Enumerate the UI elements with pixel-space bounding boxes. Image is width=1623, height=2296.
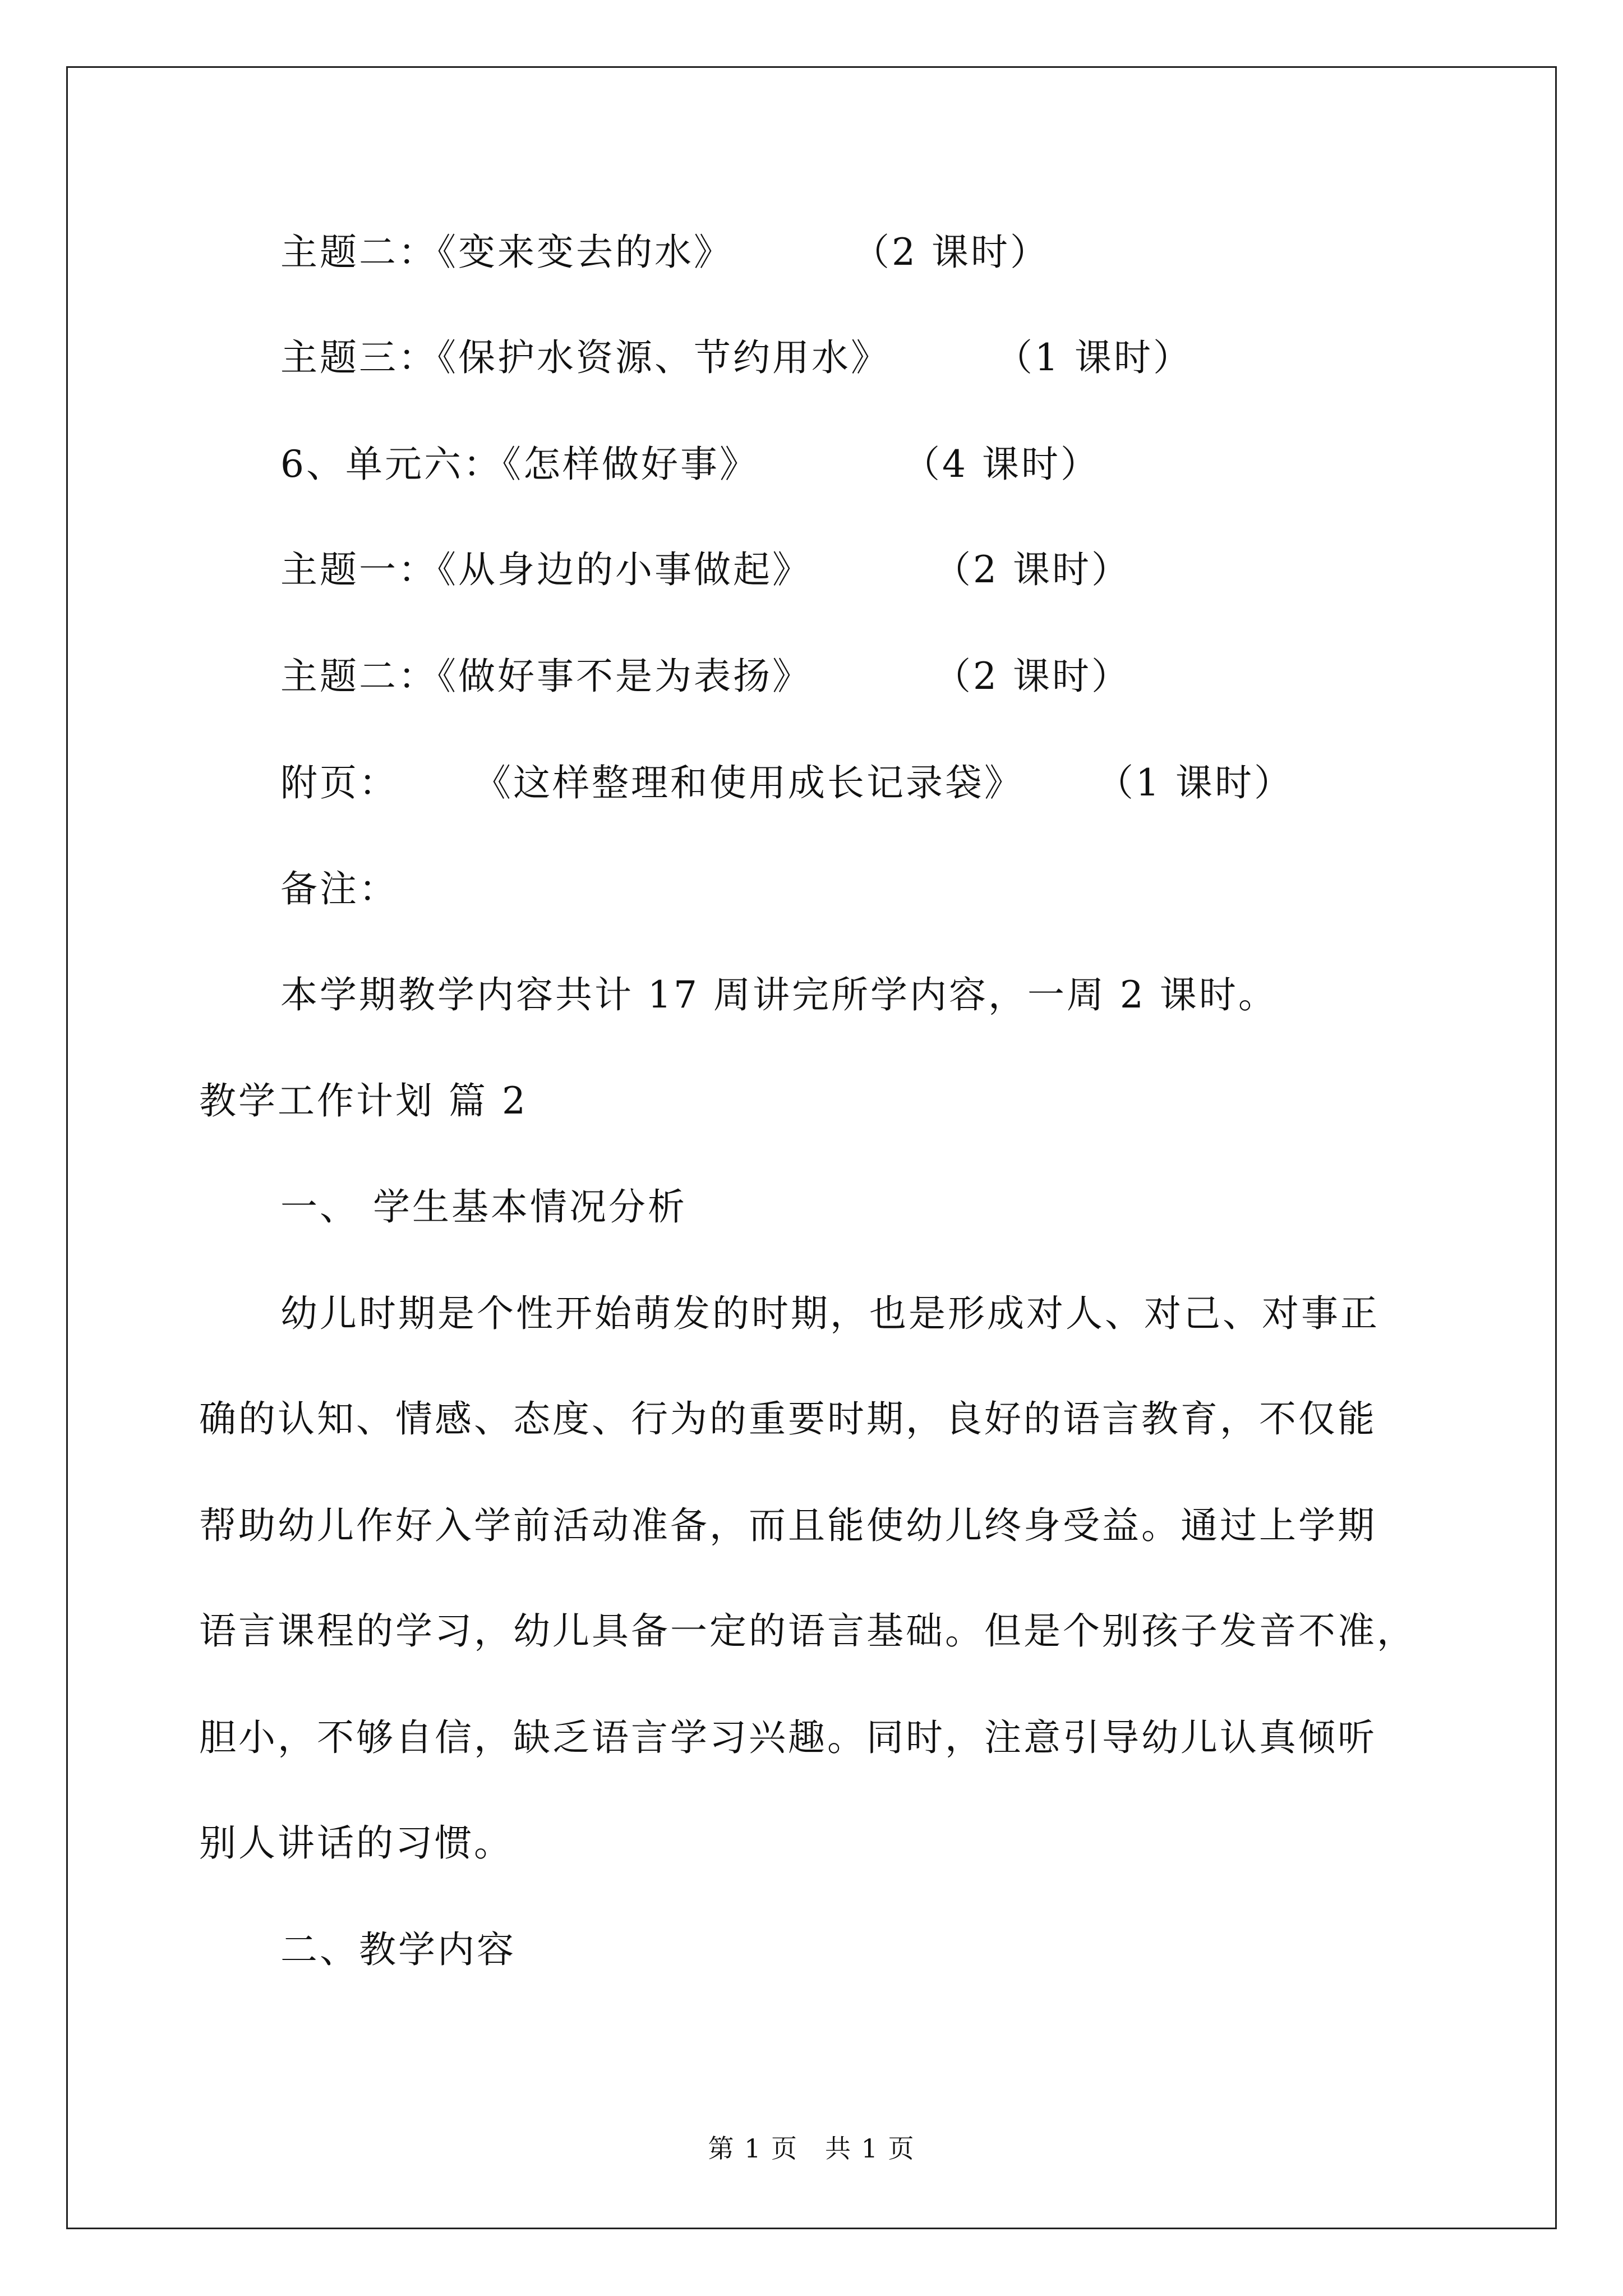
subsection-heading: 一、 学生基本情况分析 [280, 1185, 687, 1228]
paragraph-line: 语言课程的学习，幼儿具备一定的语言基础。但是个别孩子发音不准， [199, 1609, 1416, 1653]
appendix-label: 附页： [280, 761, 398, 804]
topic-hours: （1 课时） [995, 336, 1192, 379]
topic-hours: （2 课时） [934, 655, 1131, 698]
topic-title: 主题二：《变来变去的水》 [280, 231, 733, 274]
note-text: 本学期教学内容共计 17 周讲完所学内容，一周 2 课时。 [280, 973, 1278, 1016]
paragraph-line: 确的认知、情感、态度、行为的重要时期，良好的语言教育，不仅能 [199, 1397, 1377, 1441]
unit-title: 6、单元六：《怎样做好事》 [280, 443, 759, 486]
subsection-heading: 二、教学内容 [280, 1928, 516, 1971]
topic-hours: （2 课时） [934, 548, 1131, 591]
appendix-hours: （1 课时） [1096, 761, 1293, 804]
paragraph-line: 别人讲话的习惯。 [199, 1821, 513, 1865]
paragraph-line: 幼儿时期是个性开始萌发的时期，也是形成对人、对己、对事正 [280, 1292, 1380, 1335]
section-heading: 教学工作计划 篇 2 [199, 1079, 528, 1122]
topic-title: 主题二：《做好事不是为表扬》 [280, 655, 811, 698]
unit-hours: （4 课时） [903, 443, 1100, 486]
page-border [66, 66, 1557, 2229]
appendix-title: 《这样整理和使用成长记录袋》 [474, 761, 1023, 804]
topic-hours: （2 课时） [852, 231, 1049, 274]
topic-title: 主题一：《从身边的小事做起》 [280, 548, 811, 591]
paragraph-line: 帮助幼儿作好入学前活动准备，而且能使幼儿终身受益。通过上学期 [199, 1504, 1377, 1547]
paragraph-line: 胆小，不够自信，缺乏语言学习兴趣。同时，注意引导幼儿认真倾听 [199, 1716, 1377, 1759]
note-heading: 备注： [280, 867, 398, 910]
topic-title: 主题三：《保护水资源、节约用水》 [280, 336, 890, 379]
page-footer: 第 1 页 共 1 页 [708, 2133, 915, 2164]
